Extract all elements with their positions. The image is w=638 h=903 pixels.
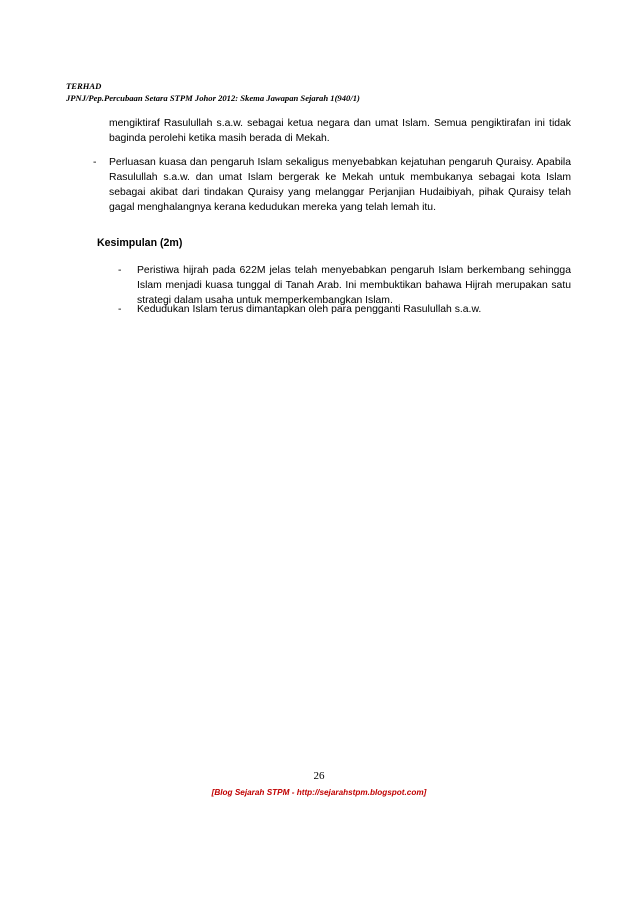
bullet-paragraph: Perluasan kuasa dan pengaruh Islam sekaligus menyebabkan kejatuhan pengaruh Quraisy. Apabila Rasulullah s.a.w. dan umat Islam bergerak ke Mekah untuk membukanya sebagai kota Islam sebagai akibat dari tindakan Quraisy yang melanggar Perjanjian Hudaibiyah, pihak Quraisy telah gagal menghalangnya kerana kedudukan mereka yang telah lemah itu. bbox=[109, 157, 571, 213]
conclusion-item-1-text: Peristiwa hijrah pada 622M jelas telah menyebabkan pengaruh Islam berkembang sehingga Islam menjadi kuasa tunggal di Tanah Arab. Ini membuktikan bahawa Hijrah merupakan satu strategi dalam usaha untuk memperkembangkan Islam. bbox=[137, 265, 571, 306]
page-number: 26 bbox=[313, 770, 325, 782]
conclusion-item-2-text: Kedudukan Islam terus dimantapkan oleh para pengganti Rasulullah s.a.w. bbox=[137, 304, 482, 315]
header-document-title: JPNJ/Pep.Percubaan Setara STPM Johor 2012: Skema Jawapan Sejarah 1(940/1) bbox=[66, 93, 360, 103]
conclusion-heading: Kesimpulan (2m) bbox=[97, 237, 183, 249]
continuation-paragraph: mengiktiraf Rasulullah s.a.w. sebagai ketua negara dan umat Islam. Semua pengiktirafan ini tidak baginda perolehi ketika masih berada di Mekah. bbox=[109, 118, 571, 144]
conclusion-item-1-marker: - bbox=[118, 265, 122, 276]
conclusion-item-2-marker: - bbox=[118, 304, 122, 315]
blog-footer-link[interactable]: [Blog Sejarah STPM - http://sejarahstpm.blogspot.com] bbox=[211, 788, 427, 797]
header-classification: TERHAD bbox=[66, 81, 102, 91]
bullet-marker: - bbox=[93, 157, 97, 168]
